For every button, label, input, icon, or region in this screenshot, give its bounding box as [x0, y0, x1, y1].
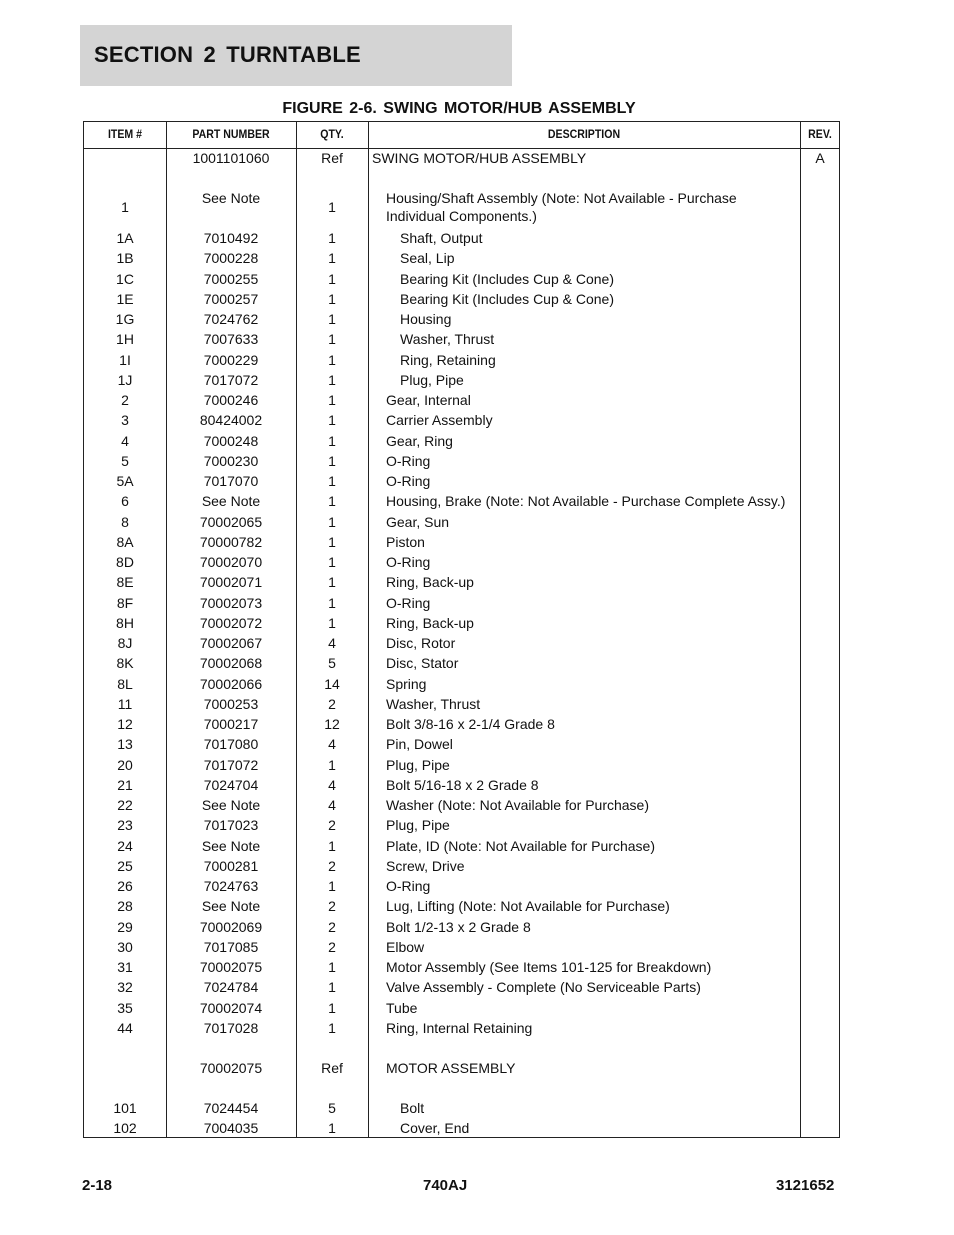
quantity: 2 — [328, 898, 336, 915]
part-number: 7017080 — [203, 736, 259, 753]
quantity: Ref — [321, 150, 343, 166]
quantity: 1 — [328, 290, 336, 307]
item-number: 25 — [117, 857, 133, 874]
item-number: 5A — [116, 473, 134, 489]
item-number: 8F — [116, 594, 134, 611]
part-number: 70002075 — [199, 959, 263, 975]
quantity: 4 — [328, 736, 336, 753]
item-number: 1 — [121, 199, 129, 215]
description: Plug, Pipe — [400, 371, 464, 388]
item-number: 6 — [121, 493, 129, 510]
description: Plug, Pipe — [386, 756, 450, 773]
table-row — [84, 190, 839, 230]
description: Housing — [400, 311, 452, 327]
item-number: 24 — [117, 837, 133, 854]
parts-table — [83, 121, 840, 1138]
description: O-Ring — [386, 554, 431, 570]
part-number: 7024704 — [203, 776, 259, 793]
quantity: 1 — [328, 878, 336, 894]
quantity: 1 — [328, 979, 336, 996]
part-number: 70002068 — [199, 655, 263, 672]
item-number: 3 — [121, 412, 129, 429]
description-line-2: Individual Components.) — [386, 208, 537, 224]
part-number: 7000229 — [203, 351, 259, 368]
description: Housing, Brake (Note: Not Available - Purchase Complete Assy.) — [386, 493, 786, 510]
item-number: 13 — [117, 736, 133, 753]
quantity: 1 — [328, 199, 336, 215]
description: Plate, ID (Note: Not Available for Purchase) — [386, 837, 655, 854]
part-number: 7010492 — [203, 230, 259, 246]
part-number: 7024763 — [203, 878, 259, 894]
description: Cover, End — [400, 1120, 470, 1137]
description: Shaft, Output — [400, 230, 483, 246]
column-divider — [800, 122, 801, 1137]
item-number: 31 — [117, 959, 133, 975]
part-number: 7000230 — [203, 452, 259, 469]
item-number: 28 — [117, 898, 133, 915]
description: Gear, Sun — [386, 513, 450, 530]
quantity: 1 — [328, 594, 336, 611]
quantity: 1 — [328, 452, 336, 469]
description-line-1: Housing/Shaft Assembly (Note: Not Available - Purchase — [386, 190, 737, 206]
part-number: See Note — [201, 493, 261, 510]
part-number: See Note — [201, 797, 261, 813]
quantity: 4 — [328, 797, 336, 813]
item-number: 1C — [116, 270, 134, 287]
quantity: 1 — [328, 473, 336, 489]
part-number: 70002074 — [199, 999, 263, 1016]
part-number: See Note — [201, 837, 261, 854]
quantity: 1 — [328, 493, 336, 510]
description: Valve Assembly - Complete (No Serviceable Parts) — [386, 979, 701, 996]
description: Gear, Ring — [386, 432, 453, 449]
quantity: 1 — [328, 392, 336, 408]
quantity: 2 — [328, 695, 336, 712]
description: Ring, Back-up — [386, 574, 474, 591]
part-number: 7000255 — [203, 270, 259, 287]
quantity: 5 — [328, 655, 336, 672]
page-number: 2-18 — [82, 1177, 113, 1194]
part-number: 7000257 — [203, 290, 259, 307]
description: Disc, Stator — [386, 655, 459, 672]
quantity: 1 — [328, 513, 336, 530]
description: O-Ring — [386, 473, 431, 489]
item-number: 1E — [116, 290, 134, 307]
part-number: 70002072 — [199, 614, 263, 631]
item-number: 29 — [117, 918, 133, 935]
header-rev: REV. — [808, 127, 832, 141]
description: Bolt 5/16-18 x 2 Grade 8 — [386, 776, 539, 793]
part-number: 70002065 — [199, 513, 263, 530]
description: O-Ring — [386, 594, 431, 611]
description: Bearing Kit (Includes Cup & Cone) — [400, 290, 614, 307]
part-number: 7024784 — [203, 979, 259, 996]
part-number: 70002075 — [199, 1060, 263, 1076]
description: Seal, Lip — [400, 250, 455, 267]
description: Lug, Lifting (Note: Not Available for Purchase) — [386, 898, 670, 915]
description: Ring, Internal Retaining — [386, 1019, 533, 1036]
description: Bolt 1/2-13 x 2 Grade 8 — [386, 918, 531, 935]
revision: A — [815, 150, 825, 166]
item-number: 12 — [117, 716, 133, 732]
item-number: 8K — [116, 655, 134, 672]
part-number: 7000253 — [203, 695, 259, 712]
part-number: 7000228 — [203, 250, 259, 267]
quantity: 1 — [328, 412, 336, 429]
description: SWING MOTOR/HUB ASSEMBLY — [372, 150, 587, 166]
figure-title: FIGURE 2-6. SWING MOTOR/HUB ASSEMBLY — [282, 100, 636, 117]
model-name: 740AJ — [423, 1177, 468, 1194]
quantity: 1 — [328, 756, 336, 773]
part-number: See Note — [201, 898, 261, 915]
part-number: 7007633 — [203, 331, 259, 348]
quantity: 14 — [324, 675, 340, 692]
quantity: 1 — [328, 614, 336, 631]
item-number: 101 — [113, 1100, 137, 1116]
quantity: 1 — [328, 999, 336, 1016]
item-number: 5 — [121, 452, 129, 469]
item-number: 1H — [116, 331, 134, 348]
part-number: 7004035 — [203, 1120, 259, 1137]
quantity: 2 — [328, 817, 336, 834]
section-banner — [80, 25, 512, 86]
description: Bolt — [400, 1100, 425, 1116]
quantity: 2 — [328, 857, 336, 874]
part-number: 70002070 — [199, 554, 263, 570]
part-number: 7000248 — [203, 432, 259, 449]
description: Ring, Retaining — [400, 351, 496, 368]
description: Washer, Thrust — [400, 331, 495, 348]
item-number: 23 — [117, 817, 133, 834]
quantity: 1 — [328, 1019, 336, 1036]
quantity: 1 — [328, 432, 336, 449]
description: Pin, Dowel — [386, 736, 453, 753]
part-number: 70002066 — [199, 675, 263, 692]
description: Motor Assembly (See Items 101-125 for Breakdown) — [386, 959, 712, 975]
description: Washer, Thrust — [386, 695, 481, 712]
item-number: 32 — [117, 979, 133, 996]
column-divider — [368, 122, 369, 1137]
description: Screw, Drive — [386, 857, 465, 874]
part-number: 7017072 — [203, 756, 259, 773]
description: Spring — [386, 675, 427, 692]
quantity: 2 — [328, 938, 336, 955]
item-number: 8 — [121, 513, 129, 530]
item-number: 35 — [117, 999, 133, 1016]
quantity: 1 — [328, 250, 336, 267]
part-number: 70002069 — [199, 918, 263, 935]
item-number: 20 — [117, 756, 133, 773]
part-number: See Note — [201, 190, 261, 206]
description: O-Ring — [386, 452, 431, 469]
part-number: 80424002 — [199, 412, 263, 429]
quantity: 1 — [328, 837, 336, 854]
part-number: 7017070 — [203, 473, 259, 489]
quantity: 5 — [328, 1100, 336, 1116]
quantity: 1 — [328, 331, 336, 348]
item-number: 8J — [117, 635, 133, 651]
header-description: DESCRIPTION — [547, 127, 621, 141]
item-number: 8D — [116, 554, 134, 570]
part-number: 7017085 — [203, 938, 259, 955]
description: O-Ring — [386, 878, 431, 894]
part-number: 70002071 — [199, 574, 263, 591]
item-number: 8A — [116, 533, 134, 550]
item-number: 8L — [117, 675, 133, 692]
description: Tube — [386, 999, 418, 1016]
item-number: 1A — [116, 230, 134, 246]
quantity: Ref — [321, 1060, 343, 1076]
document-number: 3121652 — [776, 1177, 835, 1194]
item-number: 22 — [117, 797, 133, 813]
description: Gear, Internal — [386, 392, 471, 408]
quantity: 1 — [328, 311, 336, 327]
item-number: 1G — [115, 311, 135, 327]
part-number: 7000281 — [203, 857, 259, 874]
part-number: 7024454 — [203, 1100, 259, 1116]
quantity: 1 — [328, 371, 336, 388]
quantity: 4 — [328, 776, 336, 793]
item-number: 26 — [117, 878, 133, 894]
part-number: 7000246 — [203, 392, 259, 408]
description: Plug, Pipe — [386, 817, 450, 834]
quantity: 1 — [328, 270, 336, 287]
part-number: 1001101060 — [192, 150, 270, 166]
description: Bolt 3/8-16 x 2-1/4 Grade 8 — [386, 716, 555, 732]
section-title: SECTION 2 TURNTABLE — [94, 42, 361, 67]
part-number: 70002067 — [199, 635, 263, 651]
description: MOTOR ASSEMBLY — [386, 1060, 516, 1076]
item-number: 1J — [117, 371, 133, 388]
item-number: 2 — [121, 392, 129, 408]
item-number: 1I — [119, 351, 131, 368]
item-number: 30 — [117, 938, 133, 955]
item-number: 4 — [121, 432, 129, 449]
header-qty: QTY. — [320, 127, 344, 141]
quantity: 1 — [328, 554, 336, 570]
item-number: 8E — [116, 574, 134, 591]
quantity: 2 — [328, 918, 336, 935]
quantity: 1 — [328, 1120, 336, 1137]
part-number: 70000782 — [199, 533, 263, 550]
quantity: 12 — [324, 716, 340, 732]
part-number: 7000217 — [203, 716, 259, 732]
item-number: 11 — [117, 695, 133, 712]
quantity: 1 — [328, 230, 336, 246]
item-number: 44 — [117, 1019, 133, 1036]
quantity: 1 — [328, 533, 336, 550]
item-number: 1B — [116, 250, 134, 267]
description: Carrier Assembly — [386, 412, 493, 429]
item-number: 21 — [117, 776, 133, 793]
header-part-number: PART NUMBER — [192, 127, 270, 141]
description: Disc, Rotor — [386, 635, 456, 651]
description: Elbow — [386, 938, 425, 955]
part-number: 7017028 — [203, 1019, 259, 1036]
description: Ring, Back-up — [386, 614, 474, 631]
description: Washer (Note: Not Available for Purchase) — [386, 797, 650, 813]
item-number: 8H — [116, 614, 134, 631]
quantity: 1 — [328, 959, 336, 975]
quantity: 4 — [328, 635, 336, 651]
part-number: 7024762 — [203, 311, 259, 327]
part-number: 70002073 — [199, 594, 263, 611]
header-item: ITEM # — [107, 127, 143, 141]
description: Bearing Kit (Includes Cup & Cone) — [400, 270, 614, 287]
description: Piston — [386, 533, 425, 550]
quantity: 1 — [328, 351, 336, 368]
quantity: 1 — [328, 574, 336, 591]
part-number: 7017072 — [203, 371, 259, 388]
part-number: 7017023 — [203, 817, 259, 834]
header-divider — [84, 148, 839, 149]
item-number: 102 — [113, 1120, 137, 1137]
